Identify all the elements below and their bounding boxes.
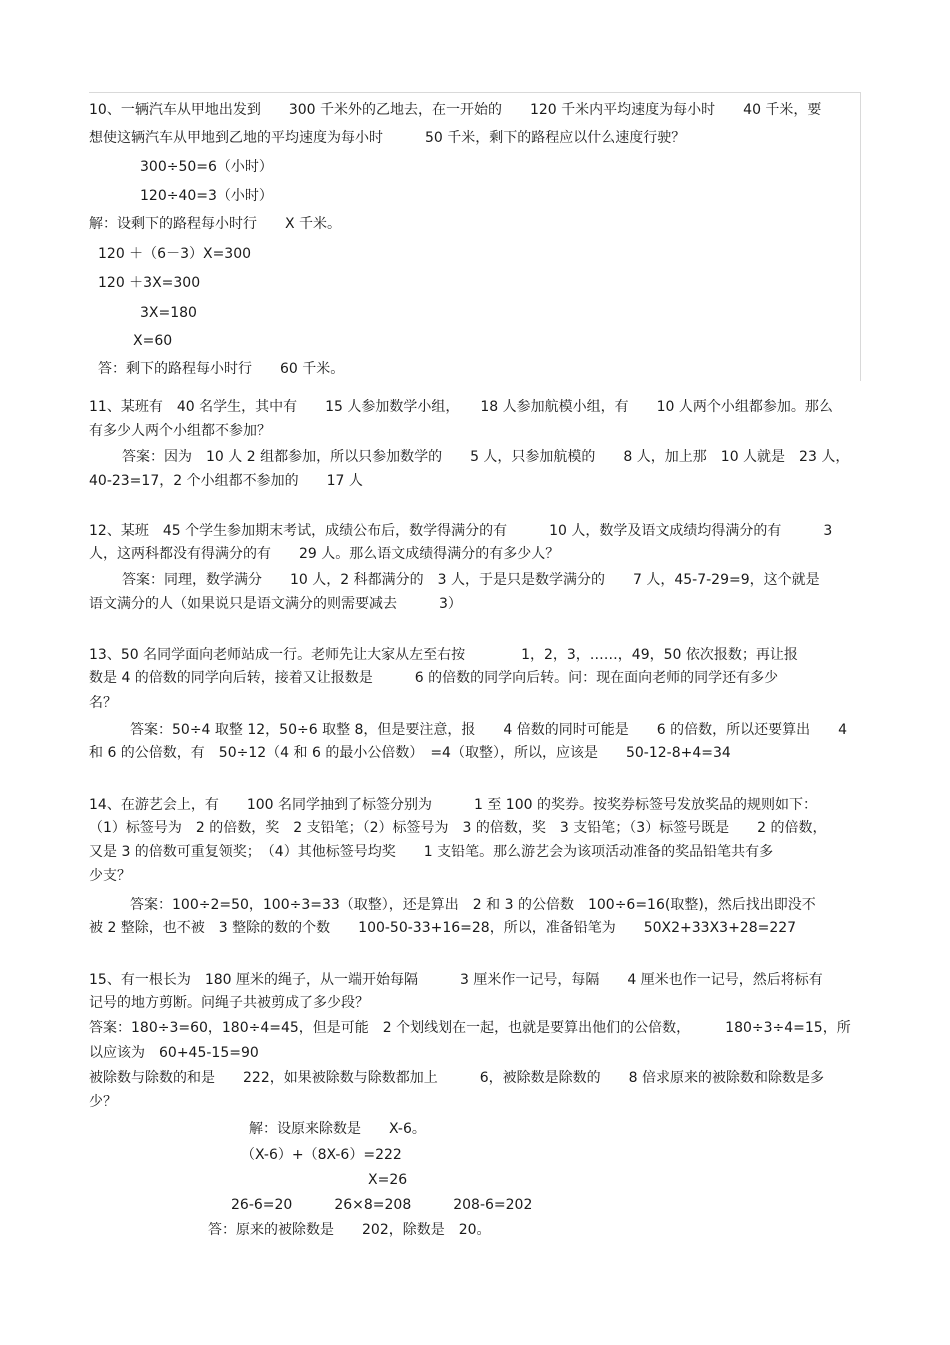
q10-equation2: 120 ＋3X=300 bbox=[98, 275, 201, 291]
q13-answer-line2: 和 6 的公倍数，有 50÷12（4 和 6 的最小公倍数） =4（取整），所以，应该是 50-12-8+4=34 bbox=[89, 745, 731, 761]
q12-answer-line2: 语文满分的人（如果说只是语文满分的则需要减去 3） bbox=[89, 596, 462, 612]
q16-calculations: 26-6=20 26×8=208 208-6=202 bbox=[231, 1197, 533, 1213]
q10-solution-intro: 解：设剩下的路程每小时行 X 千米。 bbox=[89, 216, 342, 232]
q14-line3: 又是 3 的倍数可重复领奖； （4）其他标签号均奖 1 支铅笔。那么游艺会为该项活动准备的奖品铅笔共有多 bbox=[89, 844, 774, 860]
q10-equation4: X=60 bbox=[133, 333, 173, 349]
q14-line2: （1）标签号为 2 的倍数，奖 2 支铅笔；（2）标签号为 3 的倍数，奖 3 支铅笔；（3）标签号既是 2 的倍数， bbox=[89, 820, 827, 836]
q10-line2: 想使这辆汽车从甲地到乙地的平均速度为每小时 50 千米，剩下的路程应以什么速度行驶？ bbox=[89, 130, 686, 146]
q10-answer: 答：剩下的路程每小时行 60 千米。 bbox=[98, 361, 345, 377]
q12-line2: 人，这两科都没有得满分的有 29 人。那么语文成绩得满分的有多少人？ bbox=[89, 546, 560, 562]
q14-line1: 14、在游艺会上，有 100 名同学抽到了标签分别为 1 至 100 的奖券。按奖券标签号发放奖品的规则如下： bbox=[89, 797, 817, 813]
q11-answer-line2: 40-23=17，2 个小组都不参加的 17 人 bbox=[89, 473, 363, 489]
q13-line3: 名？ bbox=[89, 695, 117, 711]
q15-answer-line2: 以应该为 60+45-15=90 bbox=[89, 1045, 259, 1061]
q10-step2: 120÷40=3（小时） bbox=[140, 188, 273, 204]
q10-step1: 300÷50=6（小时） bbox=[140, 159, 273, 175]
q12-answer-line1: 答案：同理，数学满分 10 人，2 科都满分的 3 人，于是只是数学满分的 7 人，45-7-29=9，这个就是 bbox=[122, 572, 820, 588]
q16-line2: 少？ bbox=[89, 1094, 117, 1110]
q14-line4: 少支？ bbox=[89, 868, 131, 884]
q13-line2: 数是 4 的倍数的同学向后转，接着又让报数是 6 的倍数的同学向后转。问：现在面向老师的同学还有多少 bbox=[89, 670, 779, 686]
q16-equation1: （X-6）+（8X-6）=222 bbox=[241, 1147, 402, 1163]
q10-line1: 10、一辆汽车从甲地出发到 300 千米外的乙地去，在一开始的 120 千米内平均速度为每小时 40 千米，要 bbox=[89, 102, 822, 118]
q16-equation2: X=26 bbox=[368, 1172, 408, 1188]
q15-line1: 15、有一根长为 180 厘米的绳子，从一端开始每隔 3 厘米作一记号，每隔 4 厘米也作一记号，然后将标有 bbox=[89, 972, 823, 988]
q14-answer-line1: 答案：100÷2=50，100÷3=33（取整），还是算出 2 和 3 的公倍数 100÷6=16(取整)，然后找出即没不 bbox=[130, 897, 816, 913]
q10-equation3: 3X=180 bbox=[140, 305, 197, 321]
q12-line1: 12、某班 45 个学生参加期末考试，成绩公布后，数学得满分的有 10 人，数学及语文成绩均得满分的有 3 bbox=[89, 523, 833, 539]
q16-answer: 答：原来的被除数是 202，除数是 20。 bbox=[208, 1222, 491, 1238]
q16-solution-intro: 解：设原来除数是 X-6。 bbox=[249, 1121, 426, 1137]
q11-line1: 11、某班有 40 名学生，其中有 15 人参加数学小组， 18 人参加航模小组，有 10 人两个小组都参加。那么 bbox=[89, 399, 833, 415]
q16-line1: 被除数与除数的和是 222，如果被除数与除数都加上 6，被除数是除数的 8 倍求原来的被除数和除数是多 bbox=[89, 1070, 824, 1086]
q11-answer-line1: 答案：因为 10 人 2 组都参加，所以只参加数学的 5 人，只参加航模的 8 人，加上那 10 人就是 23 人， bbox=[122, 449, 850, 465]
q13-answer-line1: 答案：50÷4 取整 12，50÷6 取整 8，但是要注意，报 4 倍数的同时可能是 6 的倍数，所以还要算出 4 bbox=[130, 722, 848, 738]
q15-answer-line1: 答案：180÷3=60，180÷4=45，但是可能 2 个划线划在一起，也就是要算出他们的公倍数， 180÷3÷4=15，所 bbox=[89, 1020, 851, 1036]
q13-line1: 13、50 名同学面向老师站成一行。老师先让大家从左至右按 1，2，3，……，49，50 依次报数；再让报 bbox=[89, 647, 798, 663]
q14-answer-line2: 被 2 整除，也不被 3 整除的数的个数 100-50-33+16=28，所以，准备铅笔为 50X2+33X3+28=227 bbox=[89, 920, 797, 936]
q11-line2: 有多少人两个小组都不参加？ bbox=[89, 423, 271, 439]
q15-line2: 记号的地方剪断。问绳子共被剪成了多少段？ bbox=[89, 995, 369, 1011]
q10-equation1: 120 ＋（6－3）X=300 bbox=[98, 246, 252, 262]
